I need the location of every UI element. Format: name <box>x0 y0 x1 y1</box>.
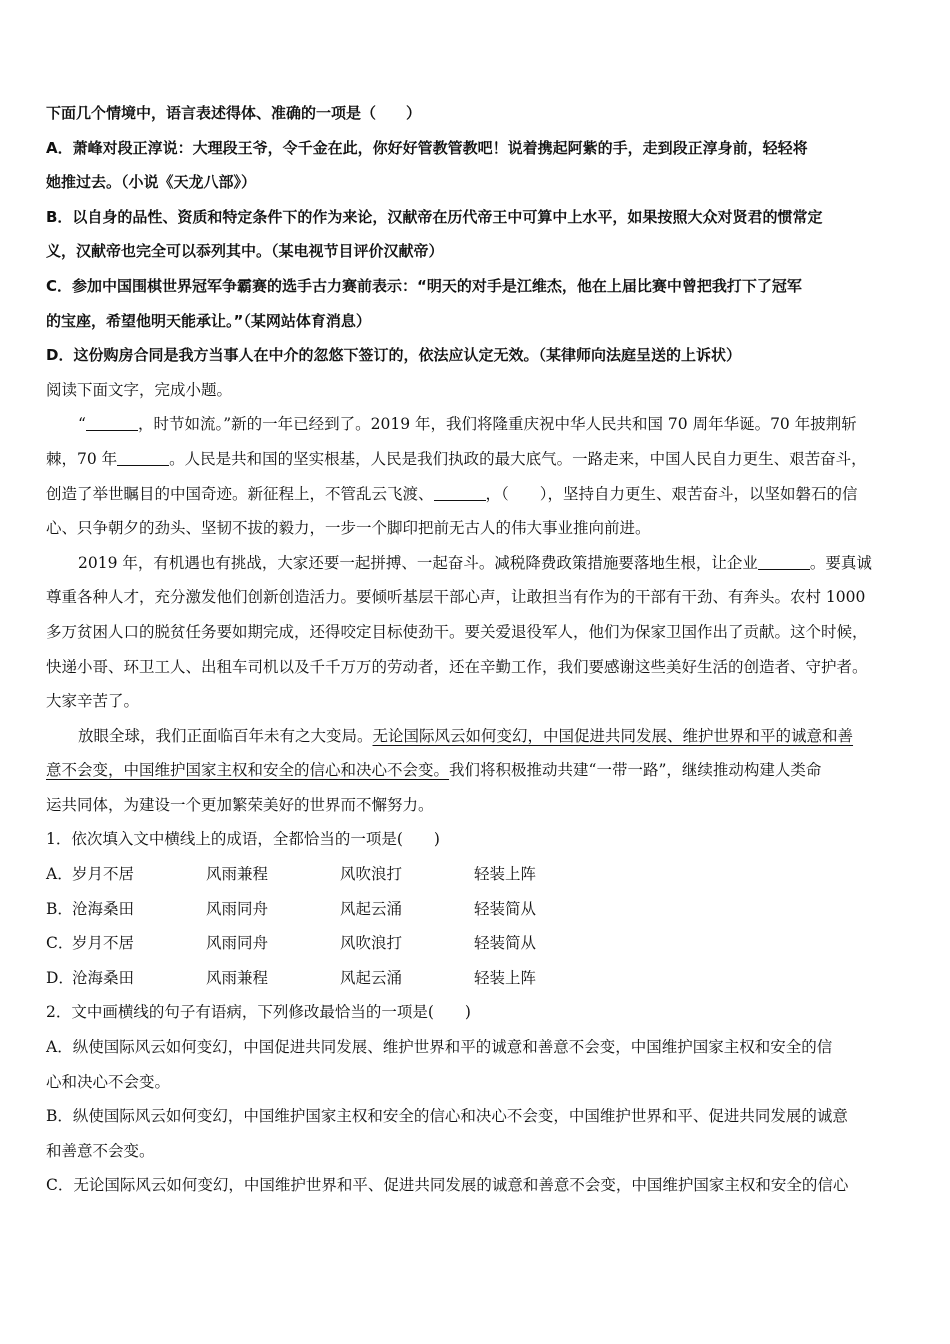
fill-blank <box>86 412 138 431</box>
idiom: 沧海桑田 <box>72 899 135 918</box>
text: 。要真诚 <box>809 553 872 572</box>
paragraph-2-line5: 大家辛苦了。 <box>46 692 140 711</box>
q2-option-b-line2: 和善意不会变。 <box>46 1141 155 1160</box>
option-label: D． <box>46 968 74 987</box>
paragraph-1-line1 <box>46 407 908 442</box>
idiom: 轻装上阵 <box>474 865 537 884</box>
q2-option-a-line1: A．纵使国际风云如何变幻，中国促进共同发展、维护世界和平的诚意和善意不会变，中国维护国家主权和安全的信 <box>46 1038 833 1057</box>
underlined-sentence: 无论国际风云如何变幻，中国促进共同发展、维护世界和平的诚意和善 <box>372 726 854 745</box>
q1-option-a <box>46 857 908 892</box>
underlined-sentence: 意不会变，中国维护国家主权和安全的信心和决心不会变。 <box>46 761 450 780</box>
text: 创造了举世瞩目的中国奇迹。新征程上，不管乱云飞渡、 <box>46 484 434 503</box>
q2-option-c-line1: C．无论国际风云如何变幻，中国维护世界和平、促进共同发展的诚意和善意不会变，中国维护国家主权和安全的信心 <box>46 1176 849 1195</box>
option-label: A． <box>46 865 73 884</box>
paragraph-1-line4: 心、只争朝夕的劲头、坚韧不拔的毅力，一步一个脚印把前无古人的伟大事业推向前进。 <box>46 519 651 538</box>
text: “ <box>78 415 86 434</box>
q1-option-b <box>46 892 908 927</box>
option-label: C． <box>46 934 74 953</box>
idiom: 轻装简从 <box>474 934 537 953</box>
reading-intro: 阅读下面文字，完成小题。 <box>46 380 233 399</box>
document-page <box>46 96 908 1203</box>
option-a-line2: 她推过去。（小说《天龙八部》） <box>46 173 257 192</box>
option-b-line1: B．以自身的品性、资质和特定条件下的作为来论，汉献帝在历代帝王中可算中上水平，如果按照大众对贤君的惯常定 <box>46 207 823 226</box>
option-a-line1: A．萧峰对段正淳说：大理段王爷，令千金在此，你好好管教管教吧！说着携起阿紫的手，走到段正淳身前，轻轻将 <box>46 138 808 157</box>
option-c-line2: 的宝座，希望他明天能承让。”（某网站体育消息） <box>46 311 371 330</box>
idiom: 轻装简从 <box>474 899 537 918</box>
paragraph-3-line2 <box>46 753 908 788</box>
text: ，（ ），坚持自力更生、艰苦奋斗，以坚如磐石的信 <box>485 484 858 503</box>
text: 放眼全球，我们正面临百年未有之大变局。 <box>78 726 373 745</box>
text: 棘，70 年 <box>46 449 118 468</box>
paragraph-1-line2 <box>46 442 908 477</box>
idiom: 风雨同舟 <box>206 934 269 953</box>
text: ，时节如流。”新的一年已经到了。2019 年，我们将隆重庆祝中华人民共和国 70 周年华诞。70 年披荆斩 <box>137 415 857 434</box>
paragraph-2-line4: 快递小哥、环卫工人、出租车司机以及千千万万的劳动者，还在辛勤工作，我们要感谢这些美好生活的创造者、守护者。 <box>46 657 868 676</box>
q1-stem: 1．依次填入文中横线上的成语，全都恰当的一项是( ) <box>46 830 440 849</box>
fill-blank <box>434 482 486 501</box>
text: 。人民是共和国的坚实根基，人民是我们执政的最大底气。一路走来，中国人民自力更生、艰苦奋斗， <box>169 449 867 468</box>
fill-blank <box>758 551 810 570</box>
option-c-line1: C．参加中国围棋世界冠军争霸赛的选手古力赛前表示：“明天的对手是江维杰，他在上届比赛中曾把我打下了冠军 <box>46 276 802 295</box>
paragraph-3-line1 <box>46 719 908 754</box>
option-b-line2: 义，汉献帝也完全可以忝列其中。（某电视节目评价汉献帝） <box>46 242 444 261</box>
idiom: 轻装上阵 <box>474 968 537 987</box>
idiom: 风吹浪打 <box>340 865 403 884</box>
q1-option-d <box>46 961 908 996</box>
text: 我们将积极推动共建“一带一路”，继续推动构建人类命 <box>449 761 822 780</box>
paragraph-1-line3 <box>46 477 908 512</box>
idiom: 沧海桑田 <box>72 968 135 987</box>
text: 2019 年，有机遇也有挑战，大家还要一起拼搏、一起奋斗。减税降费政策措施要落地生根，让企业 <box>78 553 758 572</box>
question-stem: 下面几个情境中，语言表述得体、准确的一项是（ ） <box>46 104 422 122</box>
paragraph-3-line3: 运共同体，为建设一个更加繁荣美好的世界而不懈努力。 <box>46 795 434 814</box>
paragraph-2-line1 <box>46 546 908 581</box>
idiom: 风起云涌 <box>340 899 403 918</box>
idiom: 风雨兼程 <box>206 968 269 987</box>
option-label: B． <box>46 899 73 918</box>
idiom: 岁月不居 <box>72 865 135 884</box>
fill-blank <box>117 447 169 466</box>
idiom: 风雨兼程 <box>206 865 269 884</box>
paragraph-2-line2: 尊重各种人才，充分激发他们创新创造活力。要倾听基层干部心声，让敢担当有作为的干部有干劲、有奔头。农村 1000 <box>46 588 866 607</box>
q2-option-b-line1: B．纵使国际风云如何变幻，中国维护国家主权和安全的信心和决心不会变，中国维护世界和平、促进共同发展的诚意 <box>46 1107 848 1126</box>
q2-option-a-line2: 心和决心不会变。 <box>46 1072 171 1091</box>
paragraph-2-line3: 多万贫困人口的脱贫任务要如期完成，还得咬定目标使劲干。要关爱退役军人，他们为保家卫国作出了贡献。这个时候， <box>46 622 868 641</box>
idiom: 岁月不居 <box>72 934 135 953</box>
q1-option-c <box>46 926 908 961</box>
option-d-line: D．这份购房合同是我方当事人在中介的忽悠下签订的，依法应认定无效。（某律师向法庭呈送的上诉状） <box>46 346 741 365</box>
idiom: 风吹浪打 <box>340 934 403 953</box>
idiom: 风起云涌 <box>340 968 403 987</box>
idiom: 风雨同舟 <box>206 899 269 918</box>
q2-stem: 2．文中画横线的句子有语病，下列修改最恰当的一项是( ) <box>46 1003 471 1022</box>
